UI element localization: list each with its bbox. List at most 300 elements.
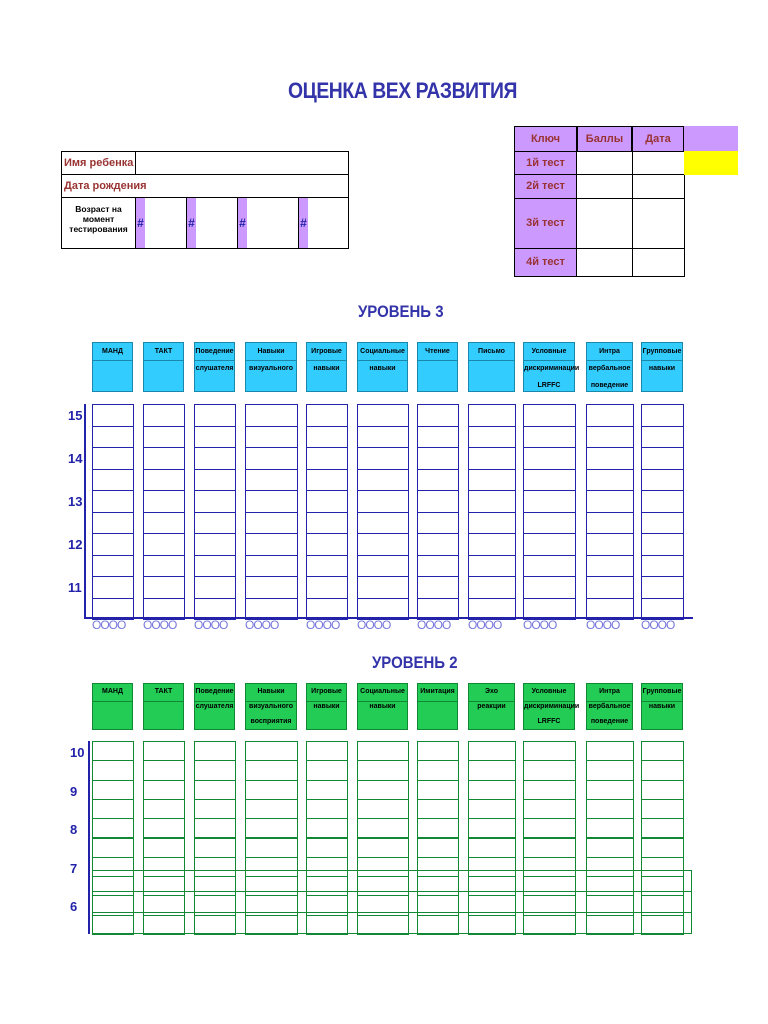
skill-header-level2	[357, 683, 408, 730]
score-box[interactable]	[641, 838, 684, 858]
score-box[interactable]	[194, 555, 236, 578]
birth-date-field[interactable]	[135, 175, 348, 197]
score-box[interactable]	[194, 447, 236, 470]
skill-header-level2	[468, 683, 515, 730]
footer-circles: OOOO	[641, 618, 675, 632]
skill-header-level2	[417, 683, 458, 730]
level3-title: УРОВЕНЬ 3	[358, 302, 444, 321]
skill-header-text: дискриминации	[524, 703, 580, 710]
score-box[interactable]	[586, 838, 634, 858]
score-box[interactable]	[523, 818, 576, 838]
score-box[interactable]	[586, 512, 634, 535]
age-cell[interactable]	[186, 198, 237, 248]
score-box[interactable]	[417, 741, 459, 761]
test-row-label: 3й тест	[514, 198, 577, 249]
score-box[interactable]	[586, 447, 634, 470]
divider	[684, 248, 685, 277]
score-box[interactable]	[245, 576, 298, 599]
skill-header-level3	[92, 342, 133, 392]
page-title: ОЦЕНКА ВЕХ РАЗВИТИЯ	[288, 78, 517, 103]
divider	[684, 198, 685, 249]
score-box[interactable]	[417, 447, 459, 470]
level-number-label: 8	[70, 822, 78, 838]
score-box[interactable]	[417, 404, 459, 427]
score-box[interactable]	[468, 741, 516, 761]
score-box[interactable]	[641, 760, 684, 780]
score-box[interactable]	[417, 512, 459, 535]
skill-header-text: Навыки	[257, 348, 285, 355]
score-box[interactable]	[586, 404, 634, 427]
score-box[interactable]	[523, 447, 576, 470]
score-box[interactable]	[194, 576, 236, 599]
skill-header-level3	[641, 342, 683, 392]
skill-header-level2	[306, 683, 347, 730]
score-box[interactable]	[306, 490, 348, 513]
score-box[interactable]	[143, 576, 185, 599]
score-box[interactable]	[586, 576, 634, 599]
score-box[interactable]	[306, 426, 348, 449]
score-box[interactable]	[586, 799, 634, 819]
score-box[interactable]	[194, 533, 236, 556]
level-number-label: 14	[68, 451, 83, 466]
score-box[interactable]	[468, 780, 516, 800]
score-box[interactable]	[245, 555, 298, 578]
score-cell[interactable]	[576, 174, 633, 199]
level-number-label: 13	[68, 494, 83, 509]
skill-header-level2	[194, 683, 235, 730]
skill-header-text: Имитация	[420, 688, 455, 695]
skill-header-level2	[92, 683, 133, 730]
score-box[interactable]	[92, 780, 134, 800]
score-box[interactable]	[245, 741, 298, 761]
score-box[interactable]	[245, 760, 298, 780]
score-box[interactable]	[92, 469, 134, 492]
child-name-label: Имя ребенка	[64, 157, 134, 169]
row-divider	[92, 912, 692, 913]
highlight-cell	[684, 151, 738, 175]
score-box[interactable]	[468, 799, 516, 819]
score-box[interactable]	[523, 533, 576, 556]
date-cell[interactable]	[632, 248, 685, 277]
score-box[interactable]	[641, 576, 684, 599]
score-cell[interactable]	[576, 151, 633, 175]
skill-header-text: ТАКТ	[154, 688, 173, 695]
test-row-label: 2й тест	[514, 174, 577, 199]
score-box[interactable]	[417, 818, 459, 838]
skill-header-text: Письмо	[478, 348, 505, 355]
score-box[interactable]	[245, 469, 298, 492]
skill-header-text: Эхо	[485, 688, 498, 695]
footer-circles: OOOO	[92, 618, 126, 632]
score-box[interactable]	[92, 555, 134, 578]
skill-header-level3	[357, 342, 408, 392]
score-box[interactable]	[586, 533, 634, 556]
header-divider	[93, 360, 132, 361]
skill-header-text: поведение	[590, 382, 629, 389]
score-box[interactable]	[417, 576, 459, 599]
score-box[interactable]	[641, 741, 684, 761]
score-cell[interactable]	[576, 248, 633, 277]
level2-title: УРОВЕНЬ 2	[372, 653, 458, 672]
age-hash-marker: #	[299, 198, 308, 248]
child-name-field[interactable]	[135, 152, 349, 174]
score-box[interactable]	[92, 576, 134, 599]
score-box[interactable]	[306, 799, 348, 819]
score-box[interactable]	[641, 490, 684, 513]
skill-header-text: навыки	[313, 365, 340, 372]
score-box[interactable]	[523, 469, 576, 492]
birth-date-label: Дата рождения	[64, 180, 147, 192]
score-box[interactable]	[417, 555, 459, 578]
score-box[interactable]	[143, 818, 185, 838]
score-box[interactable]	[417, 799, 459, 819]
skill-header-text: LRFFC	[537, 718, 561, 725]
score-box[interactable]	[641, 780, 684, 800]
child-info-table	[61, 151, 349, 249]
score-cell[interactable]	[576, 198, 633, 249]
skill-header-text: Социальные	[360, 688, 405, 695]
score-box[interactable]	[468, 447, 516, 470]
birth-date-row	[61, 174, 349, 198]
score-box[interactable]	[468, 469, 516, 492]
score-box[interactable]	[357, 555, 409, 578]
footer-circles: OOOO	[306, 618, 340, 632]
score-box[interactable]	[417, 780, 459, 800]
age-label: Возраст на момент тестирования	[69, 204, 128, 234]
skill-header-text: вербальное	[588, 703, 631, 710]
score-box[interactable]	[143, 490, 185, 513]
skill-header-level3	[194, 342, 235, 392]
score-box[interactable]	[245, 512, 298, 535]
score-box[interactable]	[92, 490, 134, 513]
score-box[interactable]	[586, 426, 634, 449]
skill-header-text: визуального	[249, 703, 293, 710]
score-box[interactable]	[306, 469, 348, 492]
score-box[interactable]	[245, 426, 298, 449]
age-cell[interactable]	[135, 198, 186, 248]
score-box[interactable]	[306, 512, 348, 535]
key-header-cell: Дата	[632, 126, 684, 152]
skill-header-level3	[143, 342, 184, 392]
score-box[interactable]	[641, 426, 684, 449]
score-box[interactable]	[641, 799, 684, 819]
score-box[interactable]	[143, 426, 185, 449]
score-box[interactable]	[357, 512, 409, 535]
skill-header-text: навыки	[369, 703, 396, 710]
score-box[interactable]	[143, 469, 185, 492]
skill-header-level2	[245, 683, 297, 730]
y-axis-line	[88, 741, 90, 934]
score-box[interactable]	[641, 555, 684, 578]
score-box[interactable]	[245, 780, 298, 800]
score-box[interactable]	[523, 490, 576, 513]
score-box[interactable]	[641, 818, 684, 838]
score-box[interactable]	[245, 838, 298, 858]
score-box[interactable]	[468, 533, 516, 556]
score-box[interactable]	[417, 490, 459, 513]
skill-header-level3	[417, 342, 458, 392]
score-box[interactable]	[523, 780, 576, 800]
score-box[interactable]	[357, 818, 409, 838]
row-divider	[92, 891, 692, 892]
key-header-cell: Ключ	[514, 126, 577, 152]
score-box[interactable]	[92, 447, 134, 470]
skill-header-text: слушателя	[195, 365, 234, 372]
skill-header-level3	[306, 342, 347, 392]
footer-circles: OOOO	[194, 618, 228, 632]
header-divider	[418, 701, 457, 702]
score-box[interactable]	[468, 404, 516, 427]
score-box[interactable]	[306, 533, 348, 556]
score-box[interactable]	[641, 404, 684, 427]
score-box[interactable]	[306, 576, 348, 599]
score-box[interactable]	[143, 838, 185, 858]
score-box[interactable]	[92, 404, 134, 427]
score-box[interactable]	[92, 818, 134, 838]
score-box[interactable]	[306, 555, 348, 578]
score-box[interactable]	[245, 447, 298, 470]
header-divider	[144, 701, 183, 702]
score-box[interactable]	[194, 426, 236, 449]
score-box[interactable]	[357, 799, 409, 819]
skill-header-level3	[468, 342, 515, 392]
score-box[interactable]	[468, 555, 516, 578]
skill-header-text: Поведение	[195, 688, 234, 695]
score-box[interactable]	[92, 533, 134, 556]
score-box[interactable]	[417, 533, 459, 556]
skill-header-text: Групповые	[642, 688, 682, 695]
score-box[interactable]	[92, 838, 134, 858]
date-cell[interactable]	[632, 151, 685, 175]
test-key-table	[514, 126, 768, 278]
score-box[interactable]	[306, 838, 348, 858]
footer-circles: OOOO	[245, 618, 279, 632]
score-box[interactable]	[417, 760, 459, 780]
header-divider	[93, 701, 132, 702]
score-box[interactable]	[586, 469, 634, 492]
score-box[interactable]	[245, 818, 298, 838]
score-box[interactable]	[417, 426, 459, 449]
skill-header-level2	[586, 683, 633, 730]
score-box[interactable]	[523, 838, 576, 858]
skill-header-text: Чтение	[425, 348, 450, 355]
score-box[interactable]	[306, 780, 348, 800]
score-box[interactable]	[245, 799, 298, 819]
skill-header-text: визуального	[249, 365, 293, 372]
score-box[interactable]	[523, 555, 576, 578]
score-box[interactable]	[641, 512, 684, 535]
skill-header-level2	[641, 683, 683, 730]
skill-header-text: Интра	[599, 688, 620, 695]
footer-circles: OOOO	[417, 618, 451, 632]
score-box[interactable]	[245, 533, 298, 556]
score-box[interactable]	[523, 741, 576, 761]
score-box[interactable]	[357, 404, 409, 427]
score-box[interactable]	[523, 799, 576, 819]
score-box[interactable]	[586, 818, 634, 838]
skill-header-level2	[523, 683, 580, 730]
divider	[684, 174, 685, 199]
skill-header-text: ТАКТ	[154, 348, 173, 355]
score-box[interactable]	[194, 512, 236, 535]
date-cell[interactable]	[632, 198, 685, 249]
score-box[interactable]	[586, 780, 634, 800]
footer-circles: OOOO	[357, 618, 391, 632]
level-number-label: 12	[68, 537, 83, 552]
skill-header-text: Социальные	[360, 348, 405, 355]
footer-circles: OOOO	[586, 618, 620, 632]
skill-header-text: вербальное	[588, 365, 631, 372]
score-box[interactable]	[586, 555, 634, 578]
score-box[interactable]	[143, 760, 185, 780]
date-cell[interactable]	[632, 174, 685, 199]
key-header-cell: Баллы	[577, 126, 632, 152]
skill-header-text: Групповые	[642, 348, 682, 355]
score-box[interactable]	[92, 760, 134, 780]
skill-header-text: навыки	[648, 703, 676, 710]
age-hash-marker: #	[136, 198, 145, 248]
score-box[interactable]	[468, 818, 516, 838]
score-box[interactable]	[306, 447, 348, 470]
footer-circles: OOOO	[468, 618, 502, 632]
age-cell[interactable]	[237, 198, 298, 248]
key-header-extra	[684, 126, 738, 152]
skill-header-text: реакции	[477, 703, 506, 710]
score-box[interactable]	[143, 780, 185, 800]
score-box[interactable]	[357, 741, 409, 761]
skill-header-text: навыки	[648, 365, 676, 372]
score-box[interactable]	[143, 741, 185, 761]
test-row-label: 1й тест	[514, 151, 577, 175]
score-box[interactable]	[194, 469, 236, 492]
score-box[interactable]	[245, 490, 298, 513]
skill-header-text: Условные	[531, 348, 567, 355]
score-box[interactable]	[641, 447, 684, 470]
level-number-label: 7	[70, 860, 78, 876]
skill-header-text: слушателя	[195, 703, 234, 710]
score-box[interactable]	[194, 404, 236, 427]
score-box[interactable]	[357, 576, 409, 599]
level-number-label: 15	[68, 408, 83, 423]
score-box[interactable]	[143, 799, 185, 819]
score-box[interactable]	[143, 447, 185, 470]
score-box[interactable]	[92, 741, 134, 761]
score-box[interactable]	[143, 512, 185, 535]
score-box[interactable]	[468, 760, 516, 780]
score-box[interactable]	[194, 490, 236, 513]
score-box[interactable]	[194, 838, 236, 858]
score-box[interactable]	[357, 426, 409, 449]
score-box[interactable]	[586, 741, 634, 761]
skill-header-text: LRFFC	[537, 382, 561, 389]
skill-header-text: поведение	[590, 718, 629, 725]
score-box[interactable]	[92, 512, 134, 535]
score-box[interactable]	[143, 555, 185, 578]
age-hash-marker: #	[238, 198, 247, 248]
age-row	[61, 197, 349, 249]
age-hash-marker: #	[187, 198, 196, 248]
score-box[interactable]	[143, 533, 185, 556]
score-box[interactable]	[468, 490, 516, 513]
score-box[interactable]	[523, 760, 576, 780]
score-box[interactable]	[468, 838, 516, 858]
skill-header-text: МАНД	[102, 348, 123, 355]
score-box[interactable]	[245, 404, 298, 427]
level-number-label: 11	[68, 580, 82, 595]
level-number-label: 10	[70, 745, 85, 760]
score-box[interactable]	[194, 799, 236, 819]
score-box[interactable]	[306, 404, 348, 427]
skill-header-text: Поведение	[195, 348, 234, 355]
score-box[interactable]	[357, 447, 409, 470]
score-box[interactable]	[357, 838, 409, 858]
skill-header-text: дискриминации	[524, 365, 580, 372]
score-box[interactable]	[357, 760, 409, 780]
score-box[interactable]	[194, 760, 236, 780]
score-box[interactable]	[468, 576, 516, 599]
header-divider	[469, 360, 514, 361]
score-box[interactable]	[306, 760, 348, 780]
skill-header-text: Интра	[599, 348, 620, 355]
skill-header-text: МАНД	[102, 688, 123, 695]
score-box[interactable]	[357, 780, 409, 800]
level-number-label: 9	[70, 783, 78, 799]
child-name-row	[61, 151, 349, 175]
skill-header-text: Навыки	[257, 688, 285, 695]
score-box[interactable]	[468, 512, 516, 535]
score-box[interactable]	[92, 799, 134, 819]
age-cell[interactable]	[298, 198, 348, 248]
score-box[interactable]	[586, 760, 634, 780]
y-axis-line	[84, 404, 86, 619]
skill-header-text: навыки	[369, 365, 396, 372]
test-row-label: 4й тест	[514, 248, 577, 277]
score-box[interactable]	[641, 533, 684, 556]
score-box[interactable]	[641, 469, 684, 492]
footer-circles: OOOO	[523, 618, 557, 632]
skill-header-level3	[523, 342, 580, 392]
footer-circles: OOOO	[143, 618, 177, 632]
header-divider	[144, 360, 183, 361]
score-box[interactable]	[417, 838, 459, 858]
score-box[interactable]	[357, 490, 409, 513]
score-box[interactable]	[586, 490, 634, 513]
score-box[interactable]	[143, 404, 185, 427]
skill-header-text: Игровые	[311, 688, 342, 695]
score-box[interactable]	[357, 469, 409, 492]
skill-header-text: Игровые	[311, 348, 342, 355]
score-box[interactable]	[523, 512, 576, 535]
score-box[interactable]	[194, 780, 236, 800]
level-number-label: 6	[70, 899, 78, 915]
score-box[interactable]	[357, 533, 409, 556]
score-box[interactable]	[306, 741, 348, 761]
score-box[interactable]	[194, 818, 236, 838]
score-box[interactable]	[523, 426, 576, 449]
score-box[interactable]	[523, 576, 576, 599]
score-box[interactable]	[92, 426, 134, 449]
skill-header-text: навыки	[313, 703, 340, 710]
score-box[interactable]	[194, 741, 236, 761]
skill-header-level2	[143, 683, 184, 730]
score-box[interactable]	[523, 404, 576, 427]
score-box[interactable]	[417, 469, 459, 492]
skill-header-level3	[586, 342, 633, 392]
skill-header-text: Условные	[531, 688, 567, 695]
score-box[interactable]	[468, 426, 516, 449]
header-divider	[418, 360, 457, 361]
score-box[interactable]	[306, 818, 348, 838]
